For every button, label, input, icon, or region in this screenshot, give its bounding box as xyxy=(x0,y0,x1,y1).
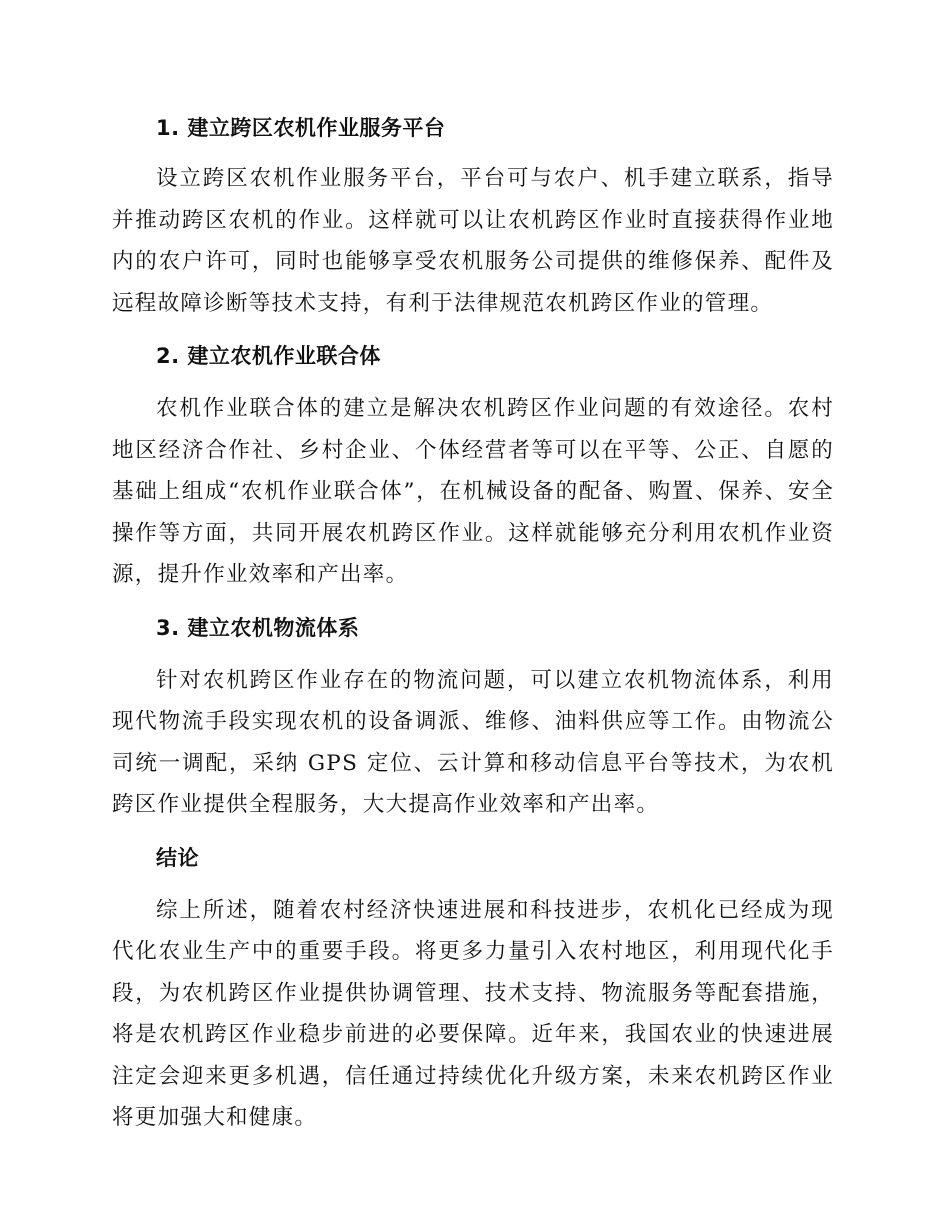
section-paragraph-platform: 设立跨区农机作业服务平台，平台可与农户、机手建立联系，指导并推动跨区农机的作业。这样就可以让农机跨区作业时直接获得作业地内的农户许可，同时也能够享受农机服务公司提供的维修保养、配件及远程故障诊断等技术支持，有利于法律规范农机跨区作业的管理。 xyxy=(112,166,834,316)
section-paragraph-conclusion: 综上所述，随着农村经济快速进展和科技进步，农机化已经成为现代化农业生产中的重要手段。将更多力量引入农村地区，利用现代化手段，为农机跨区作业提供协调管理、技术支持、物流服务等配套措施，将是农机跨区作业稳步前进的必要保障。近年来，我国农业的快速进展注定会迎来更多机遇，信任通过持续优化升级方案，未来农机跨区作业将更加强大和健康。 xyxy=(112,897,834,1130)
section-heading-platform: 1. 建立跨区农机作业服务平台 xyxy=(156,116,446,140)
section-paragraph-consortium: 农机作业联合体的建立是解决农机跨区作业问题的有效途径。农村地区经济合作社、乡村企业、个体经营者等可以在平等、公正、自愿的基础上组成“农机作业联合体”，在机械设备的配备、购置、保养、安全操作等方面，共同开展农机跨区作业。这样就能够充分利用农机作业资源，提升作业效率和产出率。 xyxy=(112,396,834,587)
section-heading-logistics: 3. 建立农机物流体系 xyxy=(156,615,360,640)
section-heading-consortium: 2. 建立农机作业联合体 xyxy=(156,344,381,368)
section-heading-conclusion: 结论 xyxy=(156,845,199,870)
document-page xyxy=(112,108,834,1139)
section-paragraph-logistics: 针对农机跨区作业存在的物流问题，可以建立农机物流体系，利用现代物流手段实现农机的设备调派、维修、油料供应等工作。由物流公司统一调配，采纳 GPS 定位、云计算和移动信息平台等技术，为农机跨区作业提供全程服务，大大提高作业效率和产出率。 xyxy=(112,667,834,817)
